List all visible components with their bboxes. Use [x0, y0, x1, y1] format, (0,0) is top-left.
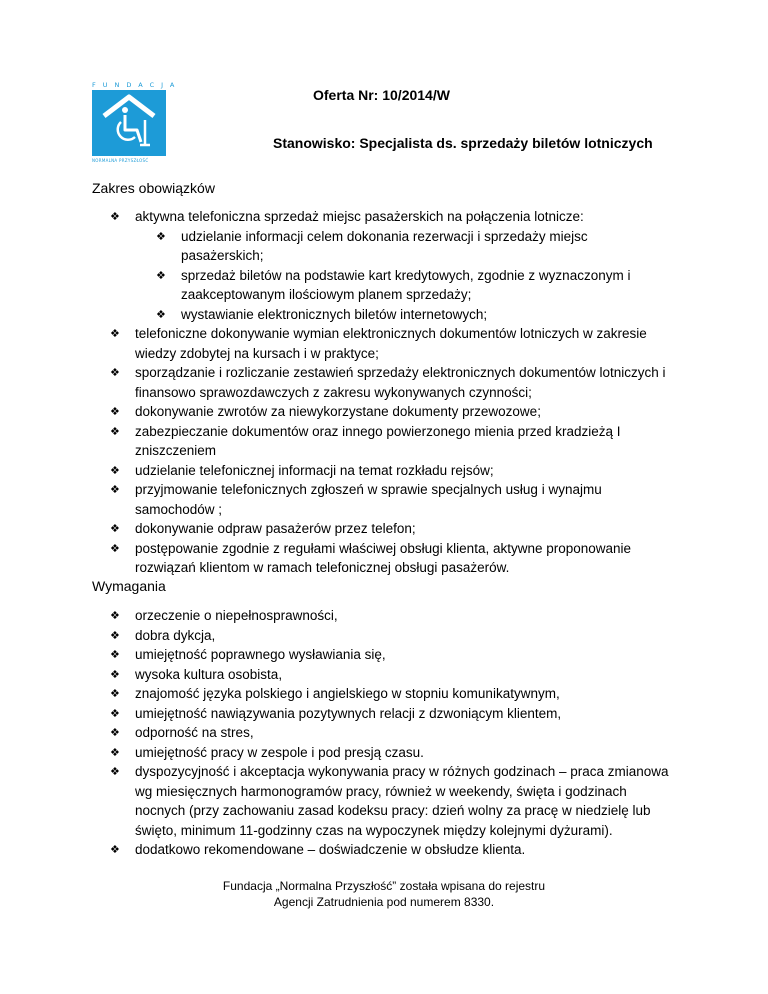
list-item: ❖ umiejętność nawiązywania pozytywnych relacji z dzwoniącym klientem, [92, 704, 672, 724]
footer-line-2: Agencji Zatrudnienia pod numerem 8330. [273, 895, 495, 909]
requirements-list [92, 606, 672, 860]
list-item: ❖ umiejętność poprawnego wysławiania się, [92, 645, 672, 665]
list-item: ❖ przyjmowanie telefonicznych zgłoszeń w sprawie specjalnych usług i wynajmu samochodów ; [92, 480, 672, 519]
list-item: ❖ sprzedaż biletów na podstawie kart kredytowych, zgodnie z wyznaczonym i zaakceptowanym ilościowym planem sprzedaży; [92, 266, 672, 305]
list-item: ❖ aktywna telefoniczna sprzedaż miejsc pasażerskich na połączenia lotnicze: [92, 207, 672, 227]
list-item: ❖ wysoka kultura osobista, [92, 665, 672, 685]
list-item: ❖ udzielanie telefonicznej informacji na temat rozkładu rejsów; [92, 461, 672, 481]
duties-heading: Zakres obowiązków [92, 180, 215, 196]
list-item: ❖ dyspozycyjność i akceptacja wykonywania pracy w różnych godzinach – praca zmianowa wg miesięcznych harmonogramów pracy, również w weekendy, święta i godzinach nocnych (przy zachowaniu zasad kodeksu pracy: dzień wolny za pracę w niedzielę lub święto, minimum 11-godzinny czas na wypoczynek między kolejnymi dyżurami). [92, 762, 672, 840]
list-item: ❖ telefoniczne dokonywanie wymian elektronicznych dokumentów lotniczych w zakresie wiedzy zdobytej na kursach i w praktyce; [92, 324, 672, 363]
list-item: ❖ wystawianie elektronicznych biletów internetowych; [92, 305, 672, 325]
list-item: ❖ postępowanie zgodnie z regułami właściwej obsługi klienta, aktywne proponowanie rozwiązań klientom w ramach telefonicznej obsługi pasażerów. [92, 539, 672, 578]
list-item: ❖ dobra dykcja, [92, 626, 672, 646]
list-item: ❖ orzeczenie o niepełnosprawności, [92, 606, 672, 626]
duties-list [92, 207, 672, 578]
list-item: ❖ znajomość języka polskiego i angielskiego w stopniu komunikatywnym, [92, 684, 672, 704]
list-item: ❖ dokonywanie zwrotów za niewykorzystane dokumenty przewozowe; [92, 402, 672, 422]
requirements-heading: Wymagania [92, 578, 166, 594]
logo-mark [92, 90, 166, 156]
list-item: ❖ zabezpieczanie dokumentów oraz innego powierzonego mienia przed kradzieżą I zniszczeniem [92, 422, 672, 461]
logo-top-text: FUNDACJA [92, 81, 182, 89]
list-item: ❖ udzielanie informacji celem dokonania rezerwacji i sprzedaży miejsc pasażerskich; [92, 227, 672, 266]
footer-note [0, 878, 768, 910]
list-item: ❖ umiejętność pracy w zespole i pod presją czasu. [92, 743, 672, 763]
list-item: ❖ dodatkowo rekomendowane – doświadczenie w obsłudze klienta. [92, 840, 672, 860]
list-item: ❖ odporność na stres, [92, 723, 672, 743]
offer-number: Oferta Nr: 10/2014/W [313, 87, 450, 103]
wheelchair-house-icon [92, 90, 166, 156]
footer-line-1: Fundacja „Normalna Przyszłość” została wpisana do rejestru [222, 879, 546, 893]
list-item: ❖ dokonywanie odpraw pasażerów przez telefon; [92, 519, 672, 539]
foundation-logo [92, 80, 182, 163]
position-title: Stanowisko: Specjalista ds. sprzedaży biletów lotniczych [273, 135, 653, 151]
logo-bottom-text: NORMALNA PRZYSZŁOŚĆ [92, 158, 149, 163]
list-item: ❖ sporządzanie i rozliczanie zestawień sprzedaży elektronicznych dokumentów lotniczych i finansowo sprawozdawczych z zakresu wykonywanych czynności; [92, 363, 672, 402]
